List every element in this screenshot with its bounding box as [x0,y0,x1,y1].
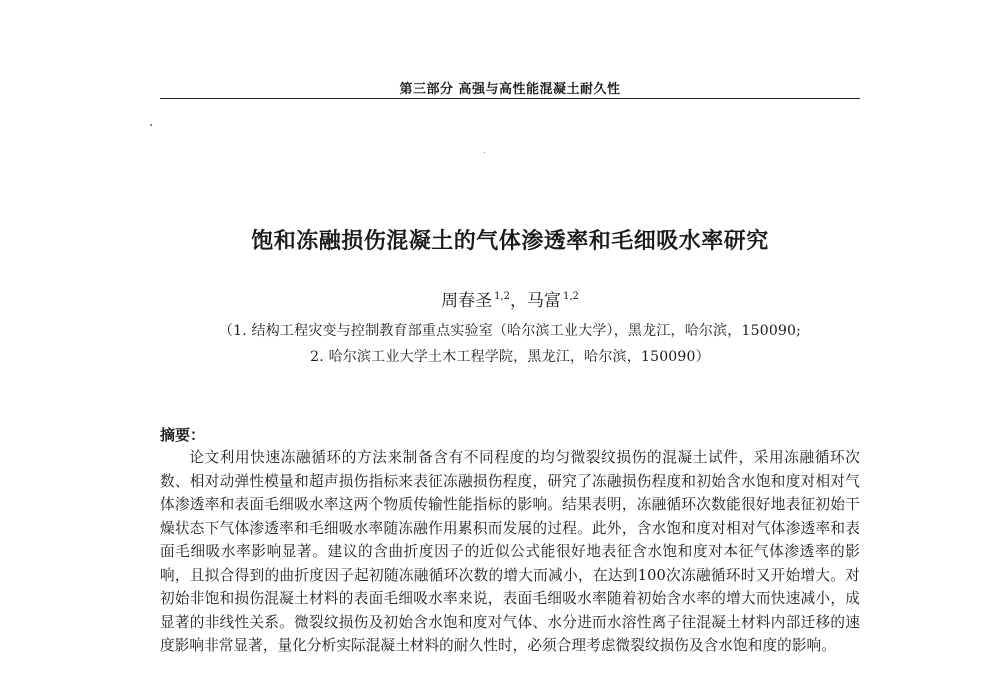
author-affiliation-mark: 1,2 [563,291,579,302]
header-rule [160,98,860,99]
author-separator: ， [510,291,527,311]
abstract-body: 论文利用快速冻融循环的方法来制备含有不同程度的均匀微裂纹损伤的混凝土试件，采用冻融循环次数、相对动弹性模量和超声损伤指标来表征冻融损伤程度，研究了冻融损伤程度和初始含水饱和度对相对气体渗透率和表面毛细吸水率这两个物质传输性能指标的影响。结果表明，冻融循环次数能很好地表征初始干燥状态下气体渗透率和毛细吸水率随冻融作用累积而发展的过程。此外，含水饱和度对相对气体渗透率和表面毛细吸水率影响显著。建议的含曲折度因子的近似公式能很好地表征含水饱和度对本征气体渗透率的影响，且拟合得到的曲折度因子起初随冻融循环次数的增大而减小，在达到100次冻融循环时又开始增大。对初始非饱和损伤混凝土材料的表面毛细吸水率来说，表面毛细吸水率随着初始含水率的增大而快速减小，成显著的非线性关系。微裂纹损伤及初始含水饱和度对气体、水分进而水溶性离子往混凝土材料内部迁移的速度影响非常显著，量化分析实际混凝土材料的耐久性时，必须合理考虑微裂纹损伤及含水饱和度的影响。 [160,449,860,654]
paper-title: 饱和冻融损伤混凝土的气体渗透率和毛细吸水率研究 [251,229,769,254]
author-affiliation-mark: 1,2 [494,291,510,302]
author-name: 马富 [527,291,561,311]
affiliation-line: （1. 结构工程灾变与控制教育部重点实验室（哈尔滨工业大学），黑龙江，哈尔滨，150090; [218,323,802,339]
running-header: 第三部分 高强与高性能混凝土耐久性 [399,82,621,97]
scan-speck [150,124,152,126]
author-line [160,286,860,311]
author-name: 周春圣 [441,291,493,311]
affiliation-line: 2. 哈尔滨工业大学土木工程学院，黑龙江，哈尔滨，150090） [310,349,710,365]
abstract-label: 摘要： [160,426,206,444]
scan-speck [484,152,485,153]
